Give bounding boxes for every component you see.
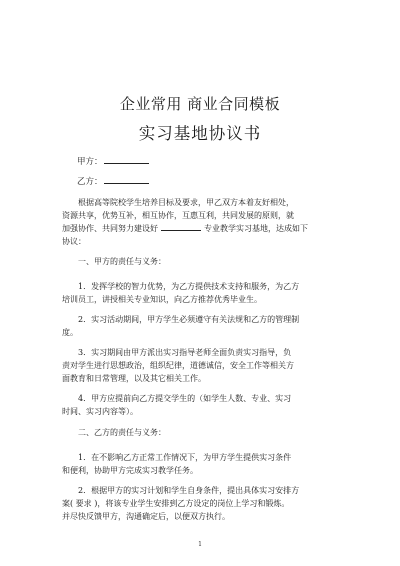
- item-line: 1．在不影响乙方正常工作情况下，为甲方学生提供实习条件: [78, 453, 292, 462]
- item-line: 时间、实习内容等）。: [62, 407, 138, 416]
- item-line: 责对学生进行思想政治，组织纪律，道德诚信，安全工作等相关方: [62, 361, 294, 370]
- party-a-label: 甲方：: [77, 157, 103, 167]
- item-line: 培训员工，讲授相关专业知识，向乙方推荐优秀毕业生。: [62, 295, 262, 304]
- section2-item-1: [62, 451, 332, 477]
- item-line: 度。: [62, 328, 78, 337]
- intro-line-part: 专业教学实习基地，达成如下: [204, 224, 308, 233]
- intro-line-part: 加强协作、共同努力建设好: [62, 224, 158, 233]
- party-b-row: [77, 175, 149, 187]
- party-a-row: [77, 155, 149, 167]
- section1-item-2: [62, 313, 332, 339]
- intro-line: 资源共享，优势互补，相互协作，互惠互利，共同发展的原则，就: [62, 211, 294, 220]
- item-line: 并尽快反馈甲方，沟通确定后，以便双方执行。: [62, 512, 230, 521]
- item-line: 2．根据甲方的实习计划和学生自身条件，提出具体实习安排方: [78, 486, 300, 495]
- section-heading-text: 二、乙方的责任与义务：: [78, 428, 166, 437]
- item-line: 2．实习活动期间，甲方学生必须遵守有关法规和乙方的管理制: [78, 315, 300, 324]
- item-line: 1．发挥学校的智力优势，为乙方提供技术支持和服务，为乙方: [78, 282, 300, 291]
- item-line: 面教育和日常管理，以及其它相关工作。: [62, 374, 206, 383]
- document-title-line2: 实习基地协议书: [138, 124, 262, 143]
- party-b-label: 乙方：: [77, 177, 103, 187]
- item-line: 3．实习期间由甲方派出实习指导老师全面负责实习指导，负: [78, 348, 292, 357]
- major-blank-line: [161, 223, 201, 231]
- item-line: 4．甲方应提前向乙方提交学生的（如学生人数、专业、实习: [78, 394, 292, 403]
- party-a-blank-line: [104, 155, 149, 164]
- section2-item-2: [62, 484, 332, 523]
- party-b-blank-line: [104, 175, 149, 184]
- section1-item-1: [62, 280, 332, 306]
- intro-paragraph: [62, 196, 332, 248]
- intro-line: 协议：: [62, 237, 86, 246]
- section-heading-text: 一、甲方的责任与义务：: [78, 257, 166, 266]
- section2-heading: [62, 426, 332, 439]
- item-line: 案( 要求 )，将该专业学生安排到乙方设定的岗位上学习和锻炼。: [62, 499, 290, 508]
- item-line: 和便利，协助甲方完成实习教学任务。: [62, 466, 198, 475]
- section1-item-3: [62, 346, 332, 385]
- page-number: 1: [198, 541, 202, 548]
- intro-line-with-blank: [62, 222, 332, 235]
- intro-line: 根据高等院校学生培养目标及要求，甲乙双方本着友好相处，: [78, 198, 294, 207]
- document-title-line1: 企业常用 商业合同模板: [119, 95, 281, 113]
- section1-heading: [62, 255, 332, 268]
- section1-item-4: [62, 392, 332, 418]
